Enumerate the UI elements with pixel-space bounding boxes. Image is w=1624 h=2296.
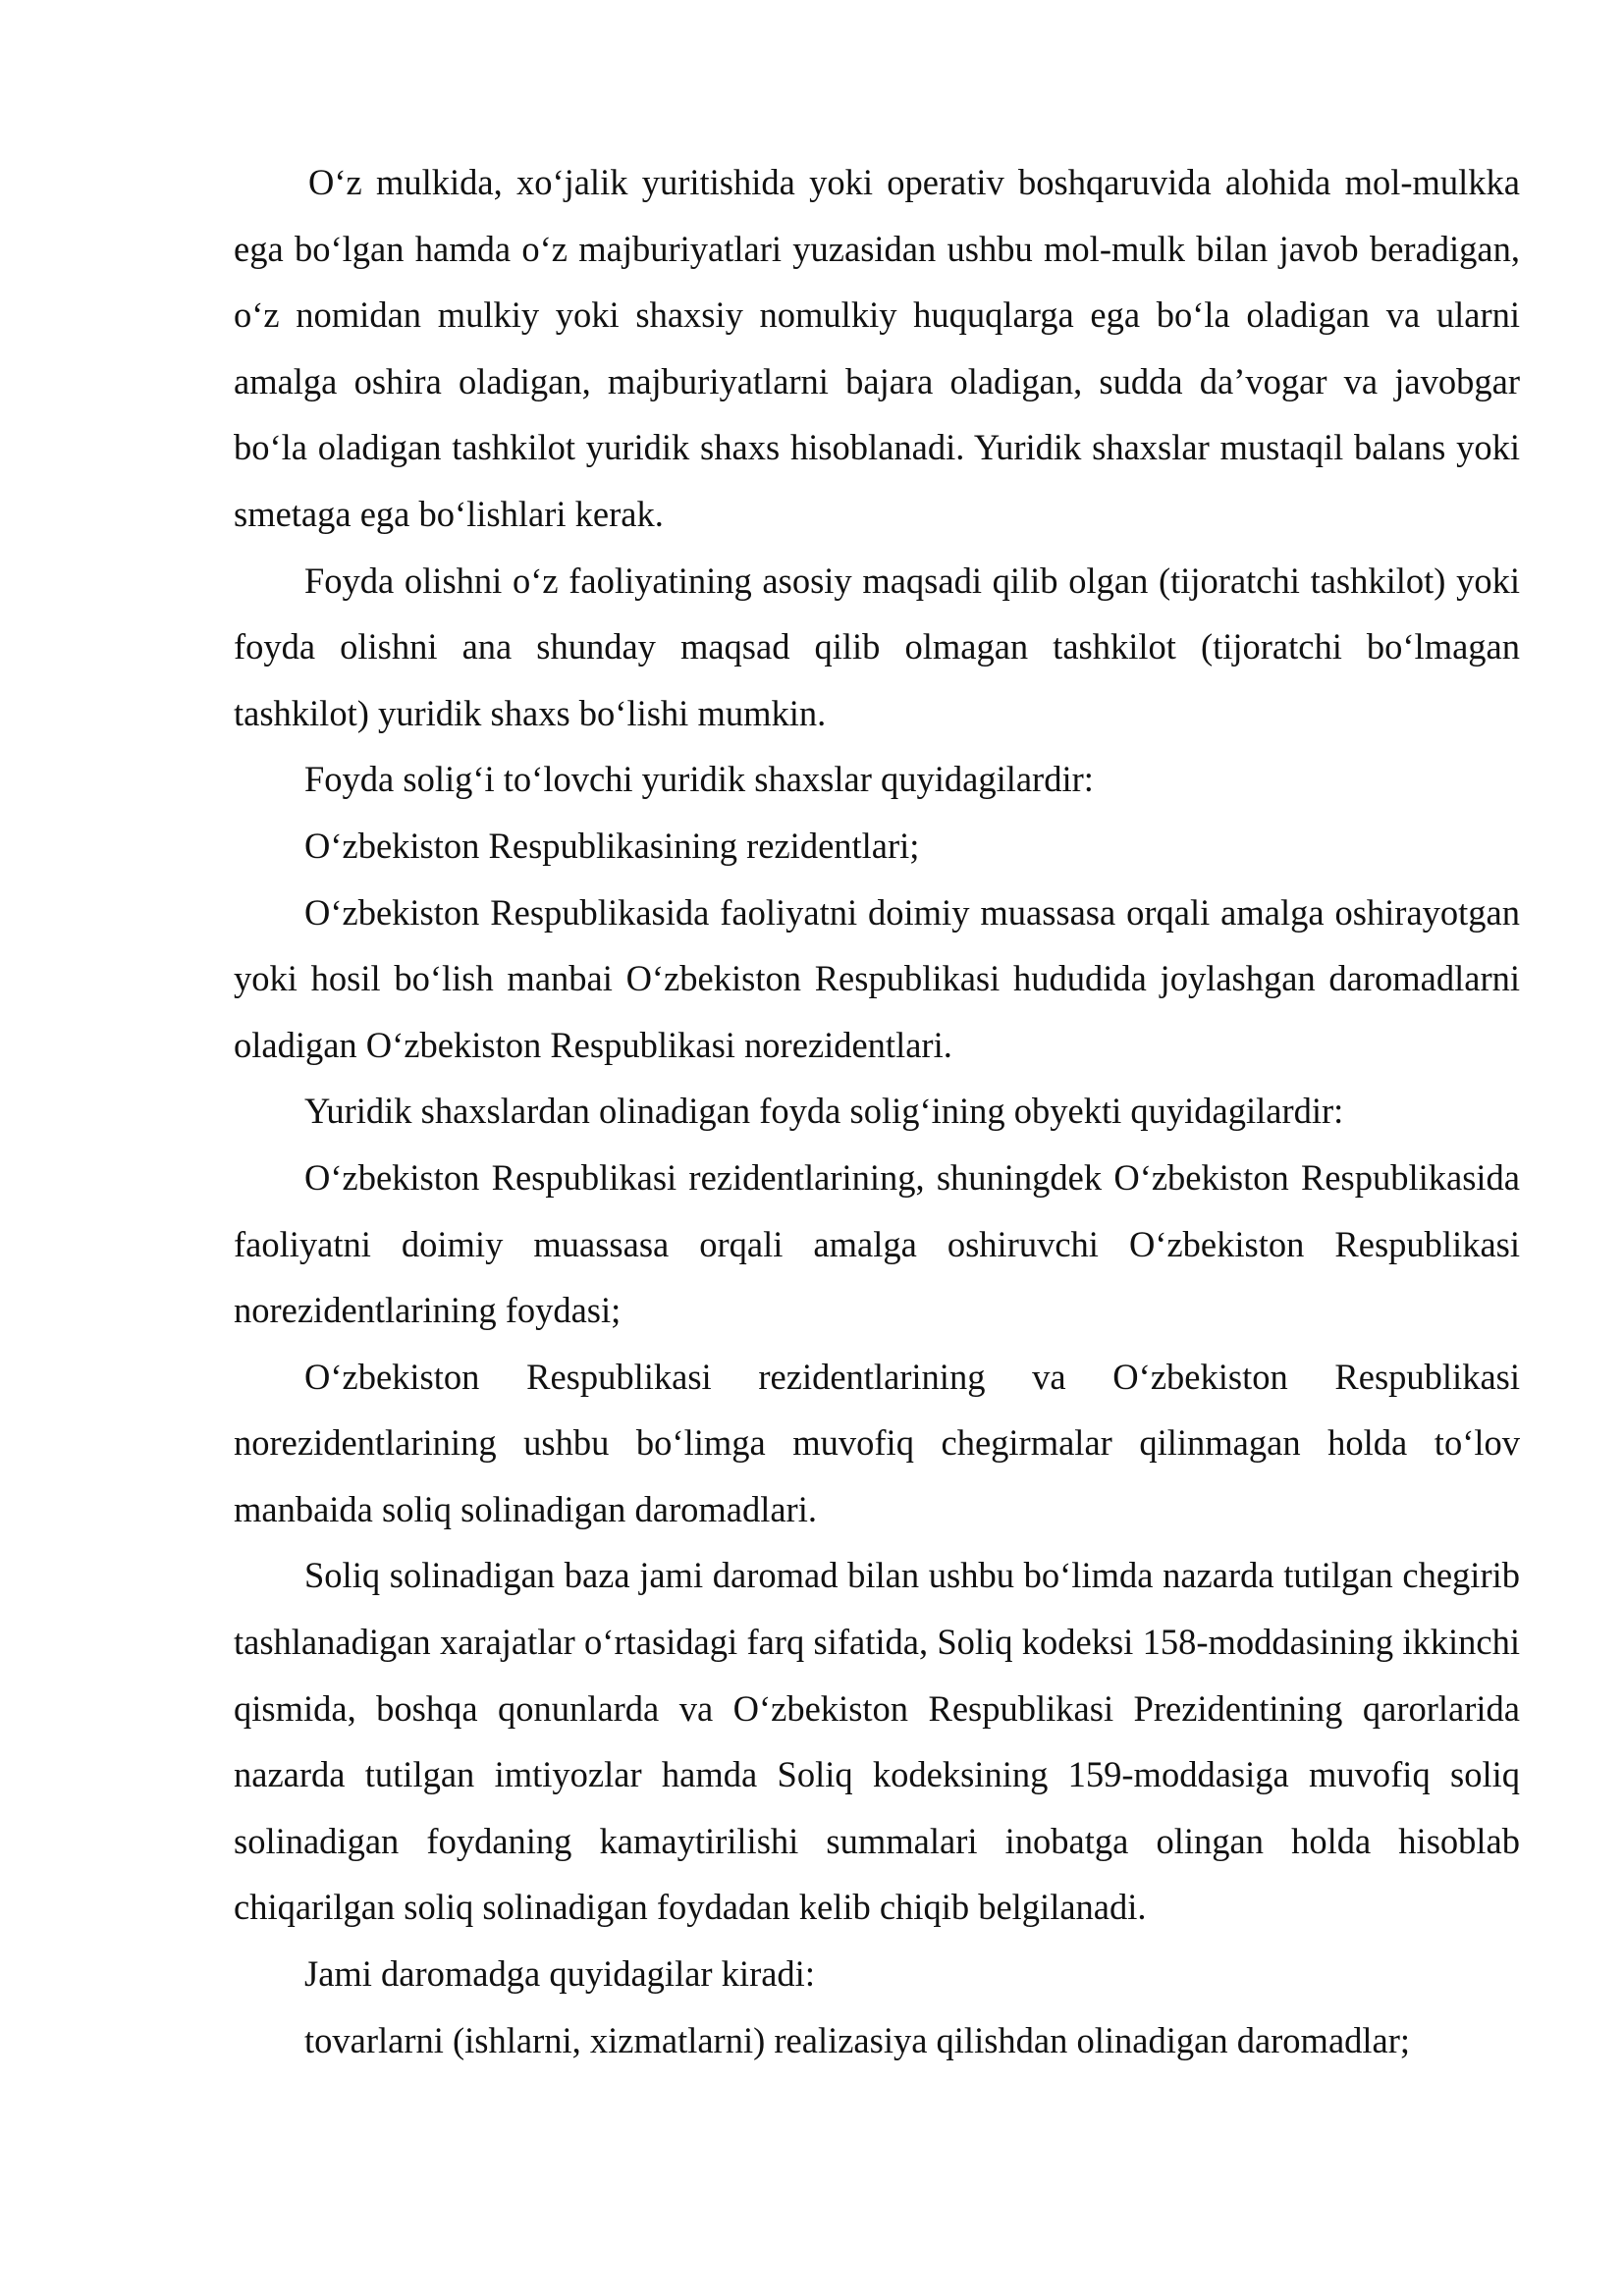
paragraph-commercial-noncommercial: Foyda olishni o‘z faoliyatining asosiy maqsadi qilib olgan (tijoratchi tashkilot) yoki foyda olishni ana shunday maqsad qilib olmagan tashkilot (tijoratchi bo‘lmagan tashkilot) yuridik shaxs bo‘lishi mumkin. <box>234 560 1520 733</box>
paragraph-nonresidents: O‘zbekiston Respublikasida faoliyatni doimiy muassasa orqali amalga oshirayotgan yoki hosil bo‘lish manbai O‘zbekiston Respublikasi hududida joylashgan daromadlarni oladigan O‘zbekiston Respublikasi norezidentlari. <box>234 891 1520 1065</box>
paragraph-residents: O‘zbekiston Respublikasining rezidentlari; <box>304 825 920 866</box>
paragraph-sales-income: tovarlarni (ishlarni, xizmatlarni) realizasiya qilishdan olinadigan daromadlar; <box>304 2019 1411 2060</box>
paragraph-total-income-intro: Jami daromadga quyidagilar kiradi: <box>304 1953 815 1995</box>
paragraph-tax-base: Soliq solinadigan baza jami daromad bilan ushbu bo‘limda nazarda tutilgan chegirib tashlanadigan xarajatlar o‘rtasidagi farq sifatida, Soliq kodeksi 158-moddasining ikkinchi qismida, boshqa qonunlarda va O‘zbekiston Respublikasi Prezidentining qarorlarida nazarda tutilgan imtiyozlar hamda Soliq kodeksining 159-moddasiga muvofiq soliq solinadigan foydaning kamaytirilishi summalari inobatga olingan holda hisoblab chiqarilgan soliq solinadigan foydadan kelib chiqib belgilanadi. <box>234 1555 1520 1928</box>
paragraph-legal-entity-definition: O‘z mulkida, xo‘jalik yuritishida yoki operativ boshqaruvida alohida mol-mulkka ega bo‘lgan hamda o‘z majburiyatlari yuzasidan ushbu mol-mulk bilan javob beradigan, o‘z nomidan mulkiy yoki shaxsiy nomulkiy huquqlarga ega bo‘la oladigan va ularni amalga oshira oladigan, majburiyatlarni bajara oladigan, sudda da’vogar va javobgar bo‘la oladigan tashkilot yuridik shaxs hisoblanadi. Yuridik shaxslar mustaqil balans yoki smetaga ega bo‘lishlari kerak. <box>234 162 1520 534</box>
paragraph-taxpayers-intro: Foyda solig‘i to‘lovchi yuridik shaxslar quyidagilardir: <box>304 759 1094 800</box>
paragraph-tax-object-income: O‘zbekiston Respublikasi rezidentlarining va O‘zbekiston Respublikasi norezidentlarining ushbu bo‘limga muvofiq chegirmalar qilinmagan holda to‘lov manbaida soliq solinadigan daromadlari. <box>234 1356 1520 1529</box>
paragraph-tax-object-intro: Yuridik shaxslardan olinadigan foyda solig‘ining obyekti quyidagilardir: <box>304 1091 1344 1132</box>
paragraph-tax-object-profit: O‘zbekiston Respublikasi rezidentlarining, shuningdek O‘zbekiston Respublikasida faoliyatni doimiy muassasa orqali amalga oshiruvchi O‘zbekiston Respublikasi norezidentlarining foydasi; <box>234 1156 1520 1331</box>
document-page <box>234 149 1520 2073</box>
